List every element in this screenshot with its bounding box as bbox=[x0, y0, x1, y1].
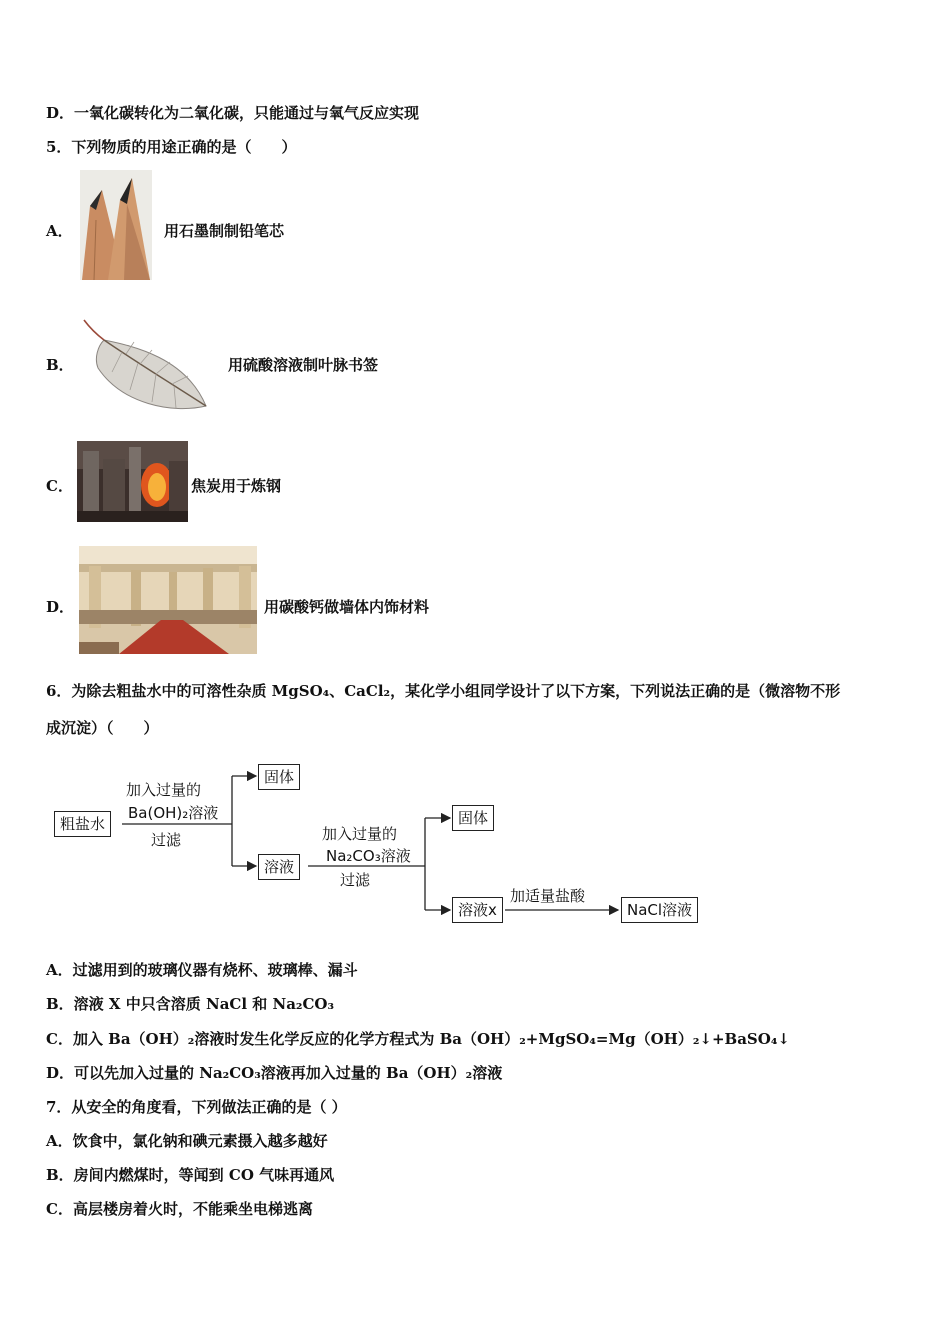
q6-stem-line2: 成沉淀）（ ） bbox=[46, 719, 159, 737]
q5-option-d-text: 用碳酸钙做墙体内饰材料 bbox=[264, 598, 430, 616]
q5-option-b-label: B． bbox=[46, 356, 74, 374]
q5-option-a-label: A． bbox=[46, 222, 73, 240]
flow-step1-line3: 过滤 bbox=[151, 831, 182, 849]
flow-step1-line2: Ba(OH)₂溶液 bbox=[128, 804, 219, 822]
q5-stem: 5．下列物质的用途正确的是（ ） bbox=[46, 138, 297, 156]
q6-option-d: D．可以先加入过量的 Na₂CO₃溶液再加入过量的 Ba（OH）₂溶液 bbox=[46, 1064, 503, 1082]
q7-stem: 7．从安全的角度看，下列做法正确的是（ ） bbox=[46, 1098, 347, 1116]
flow-step2-line2: Na₂CO₃溶液 bbox=[326, 847, 411, 865]
q7-option-b: B．房间内燃煤时，等闻到 CO 气味再通风 bbox=[46, 1166, 335, 1184]
q5-option-d-label: D． bbox=[46, 598, 75, 616]
q6-option-b: B．溶液 X 中只含溶质 NaCl 和 Na₂CO₃ bbox=[46, 995, 335, 1013]
flow-solution1-box: 溶液 bbox=[258, 854, 300, 880]
flow-step1-line1: 加入过量的 bbox=[126, 781, 202, 799]
q4-option-d: D．一氧化碳转化为二氧化碳，只能通过与氧气反应实现 bbox=[46, 104, 420, 122]
flow-step2-line3: 过滤 bbox=[340, 871, 371, 889]
flow-step2-line1: 加入过量的 bbox=[322, 825, 398, 843]
flow-solid1-box: 固体 bbox=[258, 764, 300, 790]
q5-option-c-label: C． bbox=[46, 477, 73, 495]
flow-solid2-box: 固体 bbox=[452, 805, 494, 831]
q5-option-a-text: 用石墨制制铅笔芯 bbox=[164, 222, 285, 240]
q5-option-c-text: 焦炭用于炼钢 bbox=[191, 477, 282, 495]
q6-option-a: A．过滤用到的玻璃仪器有烧杯、玻璃棒、漏斗 bbox=[46, 961, 358, 979]
flow-step3-label: 加适量盐酸 bbox=[510, 887, 586, 905]
q7-option-c: C．高层楼房着火时，不能乘坐电梯逃离 bbox=[46, 1200, 313, 1218]
q6-stem-line1: 6．为除去粗盐水中的可溶性杂质 MgSO₄、CaCl₂，某化学小组同学设计了以下方案，下列说法正确的是（微溶物不形 bbox=[46, 682, 841, 700]
q5-option-b-text: 用硫酸溶液制叶脉书签 bbox=[228, 356, 379, 374]
flow-end-box: NaCl溶液 bbox=[621, 897, 698, 923]
q7-option-a: A．饮食中，氯化钠和碘元素摄入越多越好 bbox=[46, 1132, 328, 1150]
flow-solution-x-box: 溶液x bbox=[452, 897, 503, 923]
flow-start-box: 粗盐水 bbox=[54, 811, 111, 837]
q6-option-c: C．加入 Ba（OH）₂溶液时发生化学反应的化学方程式为 Ba（OH）₂+MgSO₄=Mg（OH）₂↓+BaSO₄↓ bbox=[46, 1030, 790, 1048]
